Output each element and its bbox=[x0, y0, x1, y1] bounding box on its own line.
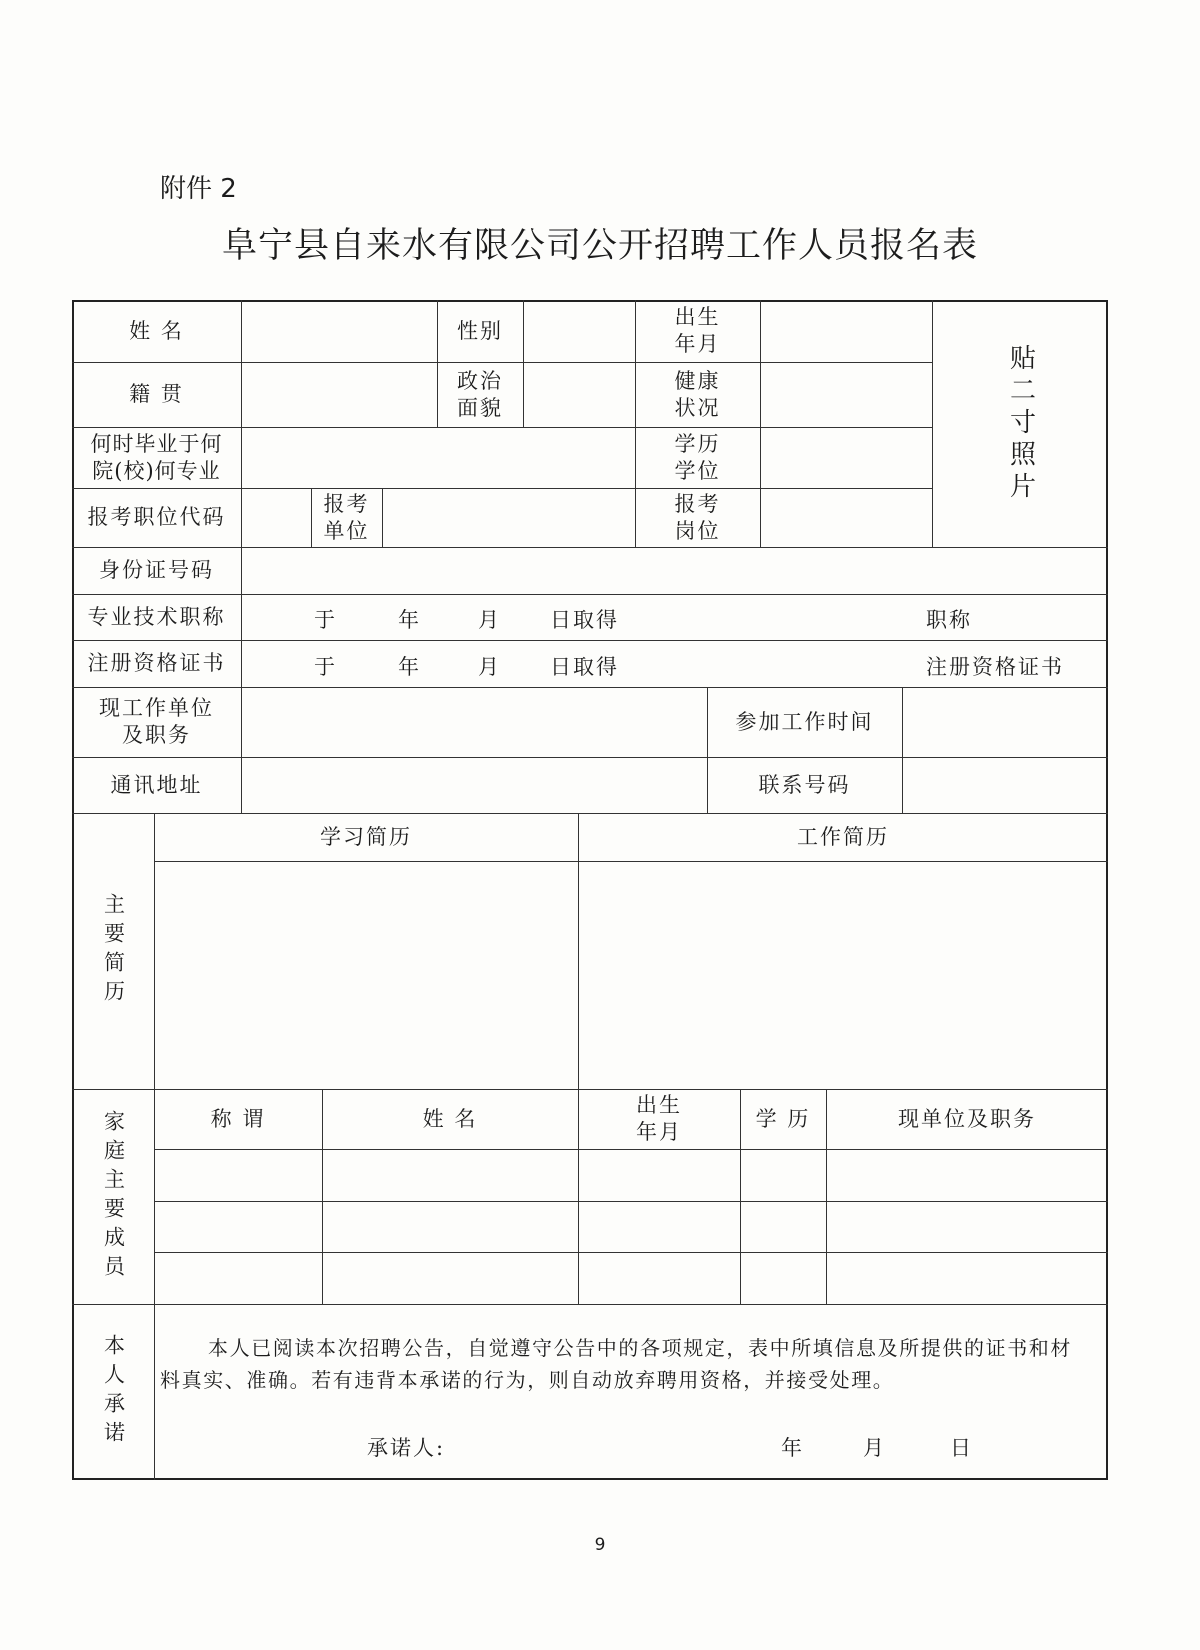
cert-suffix: 注册资格证书 bbox=[926, 655, 1064, 679]
pledge-text: 本人已阅读本次招聘公告，自觉遵守公告中的各项规定，表中所填信息及所提供的证书和材料真实、准确。若有违背本承诺的行为，则自动放弃聘用资格，并接受处理。 bbox=[160, 1336, 1072, 1392]
tech-yu: 于 bbox=[314, 608, 337, 632]
label-work-start: 参加工作时间 bbox=[735, 709, 874, 734]
photo-placeholder: 贴二寸照片 bbox=[1005, 343, 1036, 504]
label-graduation: 何时毕业于何 院(校)何专业 bbox=[90, 431, 223, 483]
label-position-code: 报考职位代码 bbox=[87, 505, 226, 529]
label-family: 家庭主要成员 bbox=[101, 1109, 126, 1284]
cert-yu: 于 bbox=[314, 655, 337, 679]
form-title: 阜宁县自来水有限公司公开招聘工作人员报名表 bbox=[221, 226, 978, 266]
cert-day-obtained: 日取得 bbox=[550, 655, 619, 679]
label-political-status: 政治 面貌 bbox=[457, 368, 503, 420]
label-education: 学历 学位 bbox=[674, 431, 721, 483]
label-birth: 出生 年月 bbox=[674, 305, 721, 356]
tech-day-obtained: 日取得 bbox=[550, 608, 619, 632]
cert-year: 年 bbox=[398, 655, 421, 679]
label-pledge: 本人承诺 bbox=[101, 1334, 126, 1450]
label-apply-unit: 报考 单位 bbox=[323, 491, 370, 543]
cert-month: 月 bbox=[478, 655, 501, 679]
label-native-place: 籍 贯 bbox=[129, 382, 184, 406]
pledge-day: 日 bbox=[950, 1436, 973, 1460]
label-name: 姓 名 bbox=[129, 318, 184, 343]
label-reg-cert: 注册资格证书 bbox=[87, 651, 226, 675]
pledge-signer: 承诺人: bbox=[367, 1436, 446, 1460]
label-phone: 联系号码 bbox=[758, 772, 851, 797]
label-fam-name: 姓 名 bbox=[422, 1106, 478, 1131]
label-fam-education: 学 历 bbox=[755, 1106, 811, 1131]
tech-year: 年 bbox=[398, 608, 421, 632]
label-fam-birth: 出生 年月 bbox=[636, 1093, 682, 1144]
pledge-month: 月 bbox=[863, 1436, 886, 1460]
label-study-history: 学习简历 bbox=[320, 824, 412, 849]
label-address: 通讯地址 bbox=[110, 772, 203, 797]
label-health: 健康 状况 bbox=[674, 368, 721, 420]
label-gender: 性别 bbox=[457, 318, 503, 343]
label-fam-relation: 称 谓 bbox=[210, 1106, 266, 1131]
label-id-number: 身份证号码 bbox=[99, 558, 214, 582]
attachment-label: 附件 2 bbox=[160, 174, 237, 204]
label-tech-title: 专业技术职称 bbox=[87, 604, 226, 629]
page-number: 9 bbox=[594, 1535, 606, 1555]
label-work-history: 工作简历 bbox=[797, 824, 889, 849]
pledge-year: 年 bbox=[781, 1436, 804, 1460]
label-fam-unit: 现单位及职务 bbox=[898, 1106, 1036, 1131]
tech-title-suffix: 职称 bbox=[926, 608, 972, 632]
label-resume: 主要简历 bbox=[101, 893, 126, 1009]
tech-month: 月 bbox=[478, 608, 501, 632]
label-current-unit: 现工作单位 及职务 bbox=[99, 696, 214, 747]
label-apply-post: 报考 岗位 bbox=[674, 491, 721, 543]
